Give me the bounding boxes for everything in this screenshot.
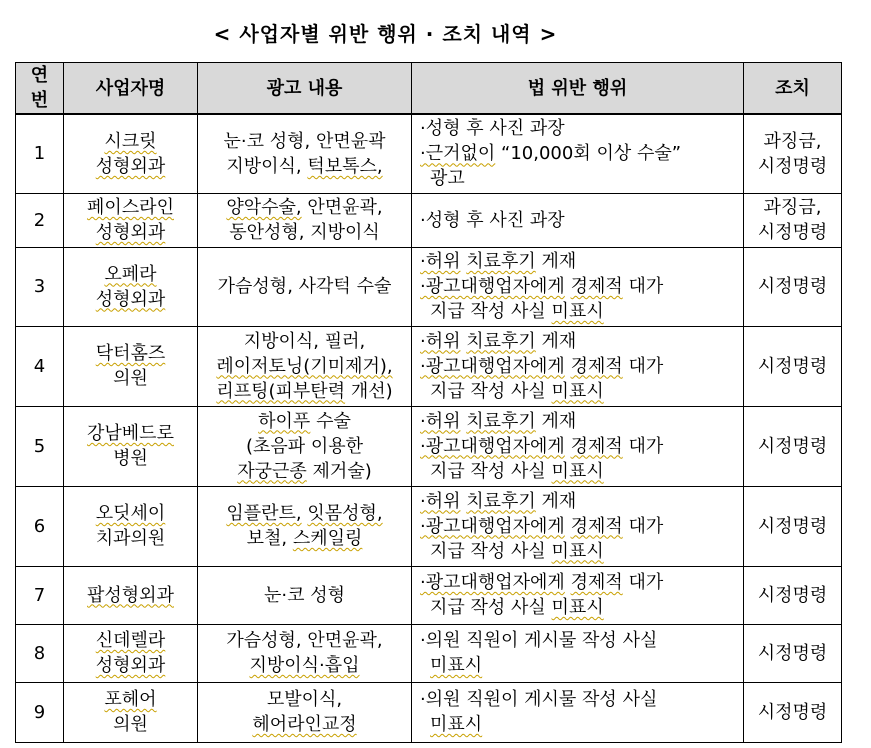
cell-line: 과징금, [763,197,822,218]
cell-line: 페이스라인 [87,197,174,218]
cell-line: 신데렐라 [95,630,166,651]
header-name: 사업자명 [64,63,198,115]
cell-line: 미표시 [430,714,483,735]
cell-line: ·근거없이 “10,000회 이상 수술” [420,143,682,165]
cell-ad-content [198,566,412,624]
cell-line: (초음파 이용한 [245,435,364,457]
cell-no: 1 [16,114,64,193]
table-row [16,247,842,326]
cell-action [744,682,842,742]
cell-business-name [64,486,198,566]
cell-line: ·광고대행업자에게 경제적 대가 [420,572,664,593]
cell-no: 6 [16,486,64,566]
cell-line: ·허위 치료후기 게재 [420,330,577,352]
cell-line: 자궁근종 제거술) [237,460,372,482]
cell-business-name [64,624,198,682]
cell-line: 리프팅(피부탄력 개선) [216,380,393,402]
cell-line: ·의원 직원이 게시물 작성 사실 [420,689,658,710]
cell-line: ·허위 치료후기 게재 [420,410,577,432]
cell-line: 시크릿 [104,130,157,152]
cell-ad-content [198,114,412,193]
cell-line: 의원 [113,368,148,389]
cell-line: 성형외과 [95,155,166,177]
cell-line: 병원 [113,448,148,469]
cell-line: ·의원 직원이 게시물 작성 사실 [420,630,658,651]
table-row [16,326,842,406]
cell-line: 닥터홈즈 [95,343,166,364]
cell-line: 지급 작성 사실 미표시 [430,460,604,482]
cell-business-name [64,193,198,247]
cell-ad-content [198,624,412,682]
cell-line: 동안성형, 지방이식 [229,222,380,243]
document-title: < 사업자별 위반 행위 · 조치 내역 > [213,22,558,46]
cell-no: 2 [16,193,64,247]
header-violation: 법 위반 행위 [412,63,744,115]
cell-line: 가슴성형, 안면윤곽, [226,630,383,651]
cell-no: 4 [16,326,64,406]
cell-no: 8 [16,624,64,682]
cell-line: 시정명령 [757,435,828,457]
cell-line: 시정명령 [757,642,828,664]
cell-line: 시정명령 [757,701,828,723]
cell-line: 팝성형외과 [87,584,174,606]
cell-line: 시정명령 [757,515,828,537]
cell-no: 3 [16,247,64,326]
cell-ad-content [198,247,412,326]
cell-line: 포헤어 [104,689,157,710]
table-row [16,682,842,742]
cell-line: 성형외과 [95,222,166,243]
cell-no: 5 [16,406,64,486]
table-row [16,406,842,486]
cell-action [744,486,842,566]
cell-line: 미표시 [430,655,483,676]
cell-line: 가슴성형, 사각턱 수술 [217,276,392,297]
cell-no: 7 [16,566,64,624]
cell-business-name [64,326,198,406]
cell-ad-content [198,486,412,566]
header-row [16,63,842,115]
cell-line: 지방이식, 필러, [243,330,366,352]
cell-action [744,406,842,486]
cell-line: 레이저토닝(기미제거), [216,355,393,377]
cell-business-name [64,247,198,326]
cell-violation [412,326,744,406]
cell-line: 지방이식, 턱보톡스, [226,155,383,177]
cell-line: ·성형 후 사진 과장 [420,118,565,140]
cell-line: 시정명령 [757,276,828,297]
cell-line: 시정명령 [757,222,828,243]
cell-line: 의원 [113,714,148,735]
header-ad: 광고 내용 [198,63,412,115]
cell-line: 오페라 [104,263,157,285]
cell-line: ·허위 치료후기 게재 [420,251,577,272]
cell-line: 성형외과 [95,655,166,676]
cell-action [744,114,842,193]
cell-line: 치과의원 [95,528,166,549]
cell-line: 광고 [430,168,465,190]
cell-action [744,326,842,406]
cell-action [744,566,842,624]
cell-line: 성형외과 [95,288,166,310]
cell-violation [412,682,744,742]
cell-line: 시정명령 [757,155,828,177]
cell-line: 양악수술, 안면윤곽, [226,197,383,218]
cell-ad-content [198,193,412,247]
header-action: 조치 [744,63,842,115]
cell-line: 모발이식, [266,689,343,710]
cell-line: 지급 작성 사실 미표시 [430,597,604,618]
cell-violation [412,247,744,326]
cell-line: 오딧세이 [95,503,166,524]
cell-line: 시정명령 [757,355,828,377]
cell-line: 지급 작성 사실 미표시 [430,301,604,322]
cell-line: 하이푸 수술 [258,410,351,432]
cell-line: ·성형 후 사진 과장 [420,209,565,231]
cell-ad-content [198,406,412,486]
cell-action [744,193,842,247]
cell-line: 헤어라인교정 [252,714,357,735]
table-row [16,486,842,566]
table-row [16,566,842,624]
cell-line: 강남베드로 [87,423,174,444]
cell-no: 9 [16,682,64,742]
cell-line: 눈·코 성형 [263,584,345,606]
cell-line: ·허위 치료후기 게재 [420,490,577,512]
cell-business-name [64,566,198,624]
table-row [16,114,842,193]
table-row [16,624,842,682]
cell-business-name [64,406,198,486]
cell-line: ·광고대행업자에게 경제적 대가 [420,355,664,377]
table-row [16,193,842,247]
cell-line: 지방이식·흡입 [249,655,360,676]
cell-ad-content [198,326,412,406]
cell-violation [412,193,744,247]
cell-violation [412,624,744,682]
cell-ad-content [198,682,412,742]
cell-violation [412,406,744,486]
cell-line: 과징금, [763,130,822,152]
cell-line: 지급 작성 사실 미표시 [430,540,604,562]
cell-line: 임플란트, 잇몸성형, [226,503,383,524]
table-body [16,114,842,742]
cell-violation [412,566,744,624]
cell-line: 보철, 스케일링 [246,528,363,549]
cell-line: ·광고대행업자에게 경제적 대가 [420,276,664,297]
cell-action [744,624,842,682]
cell-line: 눈·코 성형, 안면윤곽 [223,130,386,152]
cell-business-name [64,114,198,193]
cell-violation [412,486,744,566]
cell-line: ·광고대행업자에게 경제적 대가 [420,515,664,537]
cell-line: 지급 작성 사실 미표시 [430,380,604,402]
cell-action [744,247,842,326]
cell-line: 시정명령 [757,584,828,606]
cell-business-name [64,682,198,742]
cell-line: ·광고대행업자에게 경제적 대가 [420,435,664,457]
header-no: 연 번 [16,63,64,115]
cell-violation [412,114,744,193]
violation-table [15,62,842,743]
